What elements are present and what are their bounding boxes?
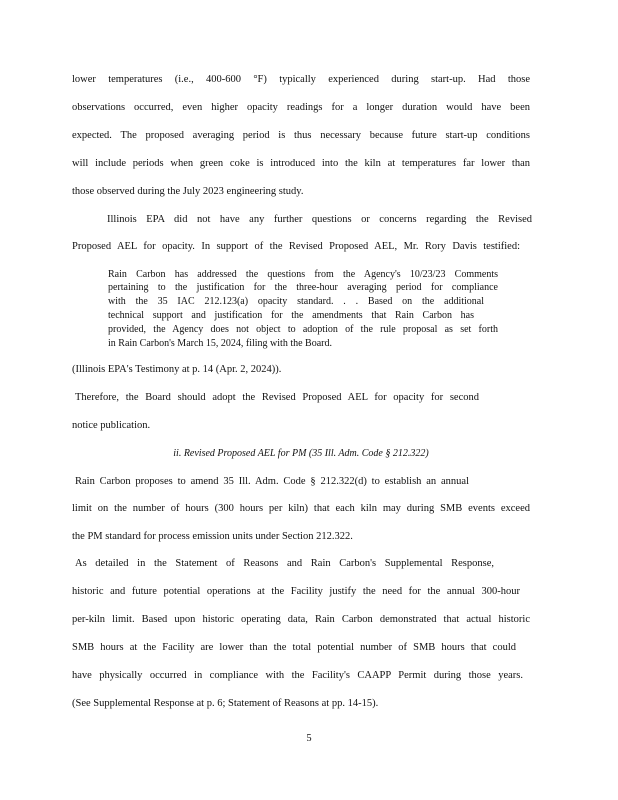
quote-line: Rain Carbon has addressed the questions from the Agency's 10/23/23 Comments <box>108 269 498 280</box>
paragraph-line: per-kiln limit. Based upon historic operating data, Rain Carbon demonstrated that actual historic <box>72 614 530 625</box>
quote-line: in Rain Carbon's March 15, 2024, filing with the Board. <box>108 338 332 349</box>
paragraph-line: historic and future potential operations at the Facility justify the need for the annual 300-hour <box>72 586 520 597</box>
paragraph-line: observations occurred, even higher opacity readings for a longer duration would have been <box>72 102 530 113</box>
quote-line: pertaining to the justification for the three-hour averaging period for compliance <box>108 282 498 293</box>
quote-line: with the 35 IAC 212.123(a) opacity standard. . . Based on the additional <box>108 296 484 307</box>
page-number: 5 <box>306 733 312 744</box>
paragraph-line: Proposed AEL for opacity. In support of the Revised Proposed AEL, Mr. Rory Davis testified: <box>72 241 520 252</box>
paragraph-line: expected. The proposed averaging period is thus necessary because future start-up conditions <box>72 130 530 141</box>
paragraph-line: Rain Carbon proposes to amend 35 Ill. Adm. Code § 212.322(d) to establish an annual <box>75 476 469 487</box>
quote-line: technical support and justification for the amendments that Rain Carbon has <box>108 310 474 321</box>
citation: (Illinois EPA's Testimony at p. 14 (Apr. 2, 2024)). <box>72 364 282 375</box>
paragraph-line: Therefore, the Board should adopt the Revised Proposed AEL for opacity for second <box>75 392 479 403</box>
paragraph-line: lower temperatures (i.e., 400-600 °F) typically experienced during start-up. Had those <box>72 74 530 85</box>
paragraph-line: As detailed in the Statement of Reasons and Rain Carbon's Supplemental Response, <box>75 558 494 569</box>
paragraph-line: the PM standard for process emission units under Section 212.322. <box>72 531 353 542</box>
paragraph-line: SMB hours at the Facility are lower than the total potential number of SMB hours that could <box>72 642 516 653</box>
paragraph-line: have physically occurred in compliance with the Facility's CAAPP Permit during those years. <box>72 670 523 681</box>
paragraph-line: limit on the number of hours (300 hours per kiln) that each kiln may during SMB events exceed <box>72 503 530 514</box>
section-heading: ii. Revised Proposed AEL for PM (35 Ill. Adm. Code § 212.322) <box>173 448 429 459</box>
paragraph-line: notice publication. <box>72 420 151 431</box>
paragraph-line: Illinois EPA did not have any further questions or concerns regarding the Revised <box>107 214 532 225</box>
paragraph-line: will include periods when green coke is introduced into the kiln at temperatures far lower than <box>72 158 530 169</box>
quote-line: provided, the Agency does not object to adoption of the rule proposal as set forth <box>108 324 498 335</box>
paragraph-line: those observed during the July 2023 engineering study. <box>72 186 304 197</box>
paragraph-line: (See Supplemental Response at p. 6; Statement of Reasons at pp. 14-15). <box>72 698 379 709</box>
